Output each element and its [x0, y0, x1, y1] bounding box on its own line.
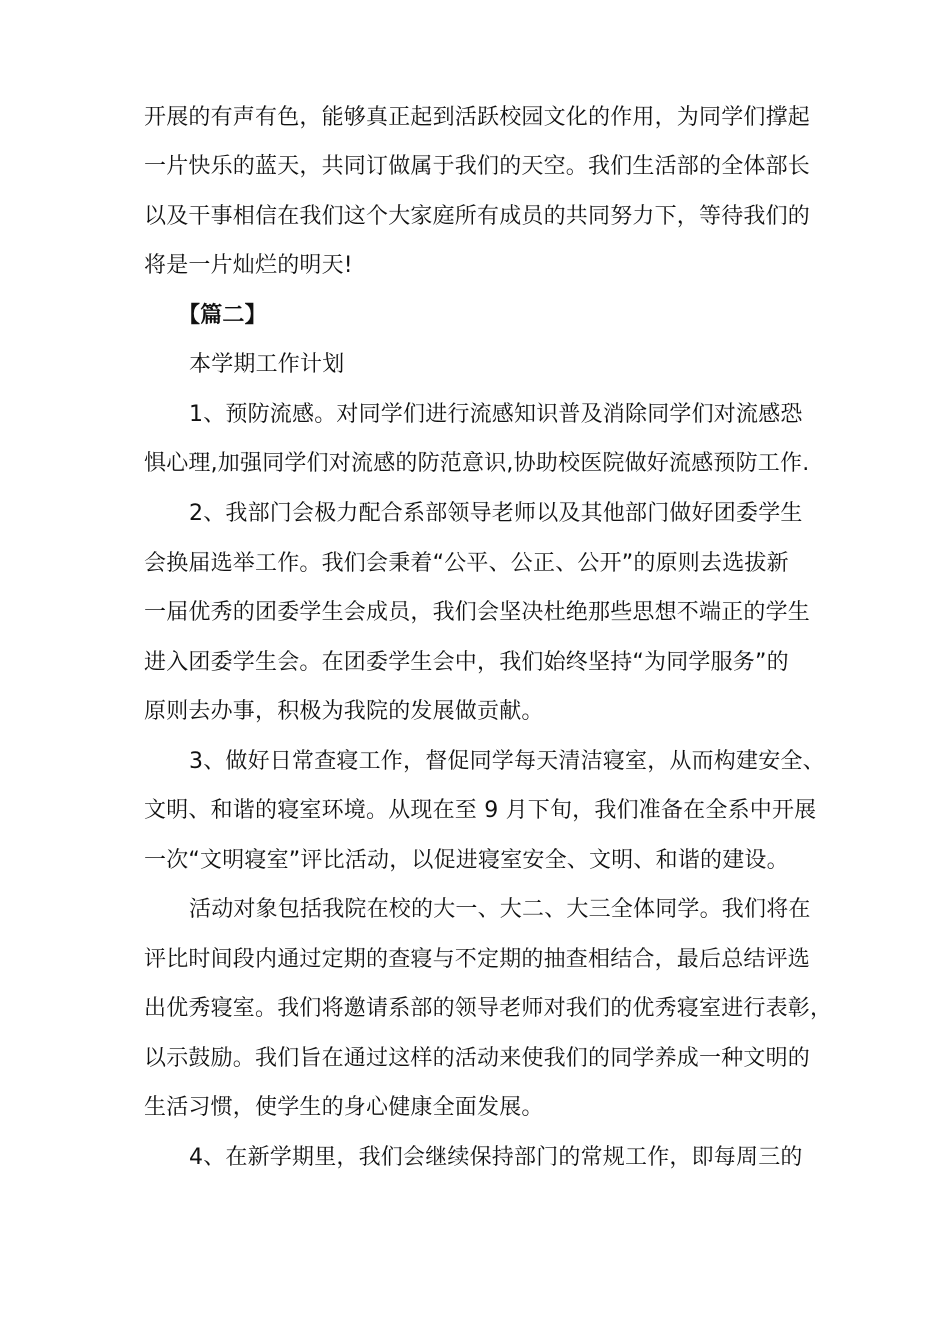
text-line: 评比时间段内通过定期的查寝与不定期的抽查相结合，最后总结评选 — [144, 947, 811, 972]
text-line: 进入团委学生会。在团委学生会中，我们始终坚持“为同学服务”的 — [144, 650, 789, 675]
text-line: 原则去办事，积极为我院的发展做贡献。 — [144, 699, 544, 724]
text-line: 一届优秀的团委学生会成员，我们会坚决杜绝那些思想不端正的学生 — [144, 600, 811, 625]
text-line: 会换届选举工作。我们会秉着“公平、公正、公开”的原则去选拔新 — [144, 551, 789, 576]
text-line: 惧心理,加强同学们对流感的防范意识,协助校医院做好流感预防工作. — [144, 451, 810, 476]
text-line: 3、做好日常查寝工作，督促同学每天清洁寝室，从而构建安全、 — [189, 749, 825, 774]
text-line: 1、预防流感。对同学们进行流感知识普及消除同学们对流感恐 — [189, 402, 803, 427]
text-line: 出优秀寝室。我们将邀请系部的领导老师对我们的优秀寝室进行表彰， — [144, 996, 833, 1021]
text-line: 将是一片灿烂的明天! — [144, 253, 353, 278]
text-line: 活动对象包括我院在校的大一、大二、大三全体同学。我们将在 — [189, 897, 811, 922]
section-title: 本学期工作计划 — [189, 352, 345, 377]
text-line: 文明、和谐的寝室环境。从现在至 9 月下旬，我们准备在全系中开展 — [144, 798, 817, 823]
text-line: 一次“文明寝室”评比活动，以促进寝室安全、文明、和谐的建设。 — [144, 848, 789, 873]
text-line: 一片快乐的蓝天，共同订做属于我们的天空。我们生活部的全体部长 — [144, 154, 811, 179]
text-line: 开展的有声有色，能够真正起到活跃校园文化的作用，为同学们撑起 — [144, 105, 811, 130]
text-line: 2、我部门会极力配合系部领导老师以及其他部门做好团委学生 — [189, 501, 803, 526]
text-line: 生活习惯，使学生的身心健康全面发展。 — [144, 1095, 544, 1120]
text-line: 以及干事相信在我们这个大家庭所有成员的共同努力下，等待我们的 — [144, 204, 811, 229]
text-line: 以示鼓励。我们旨在通过这样的活动来使我们的同学养成一种文明的 — [144, 1046, 811, 1071]
text-line: 4、在新学期里，我们会继续保持部门的常规工作，即每周三的 — [189, 1145, 803, 1170]
section-heading: 【篇二】 — [178, 303, 267, 328]
